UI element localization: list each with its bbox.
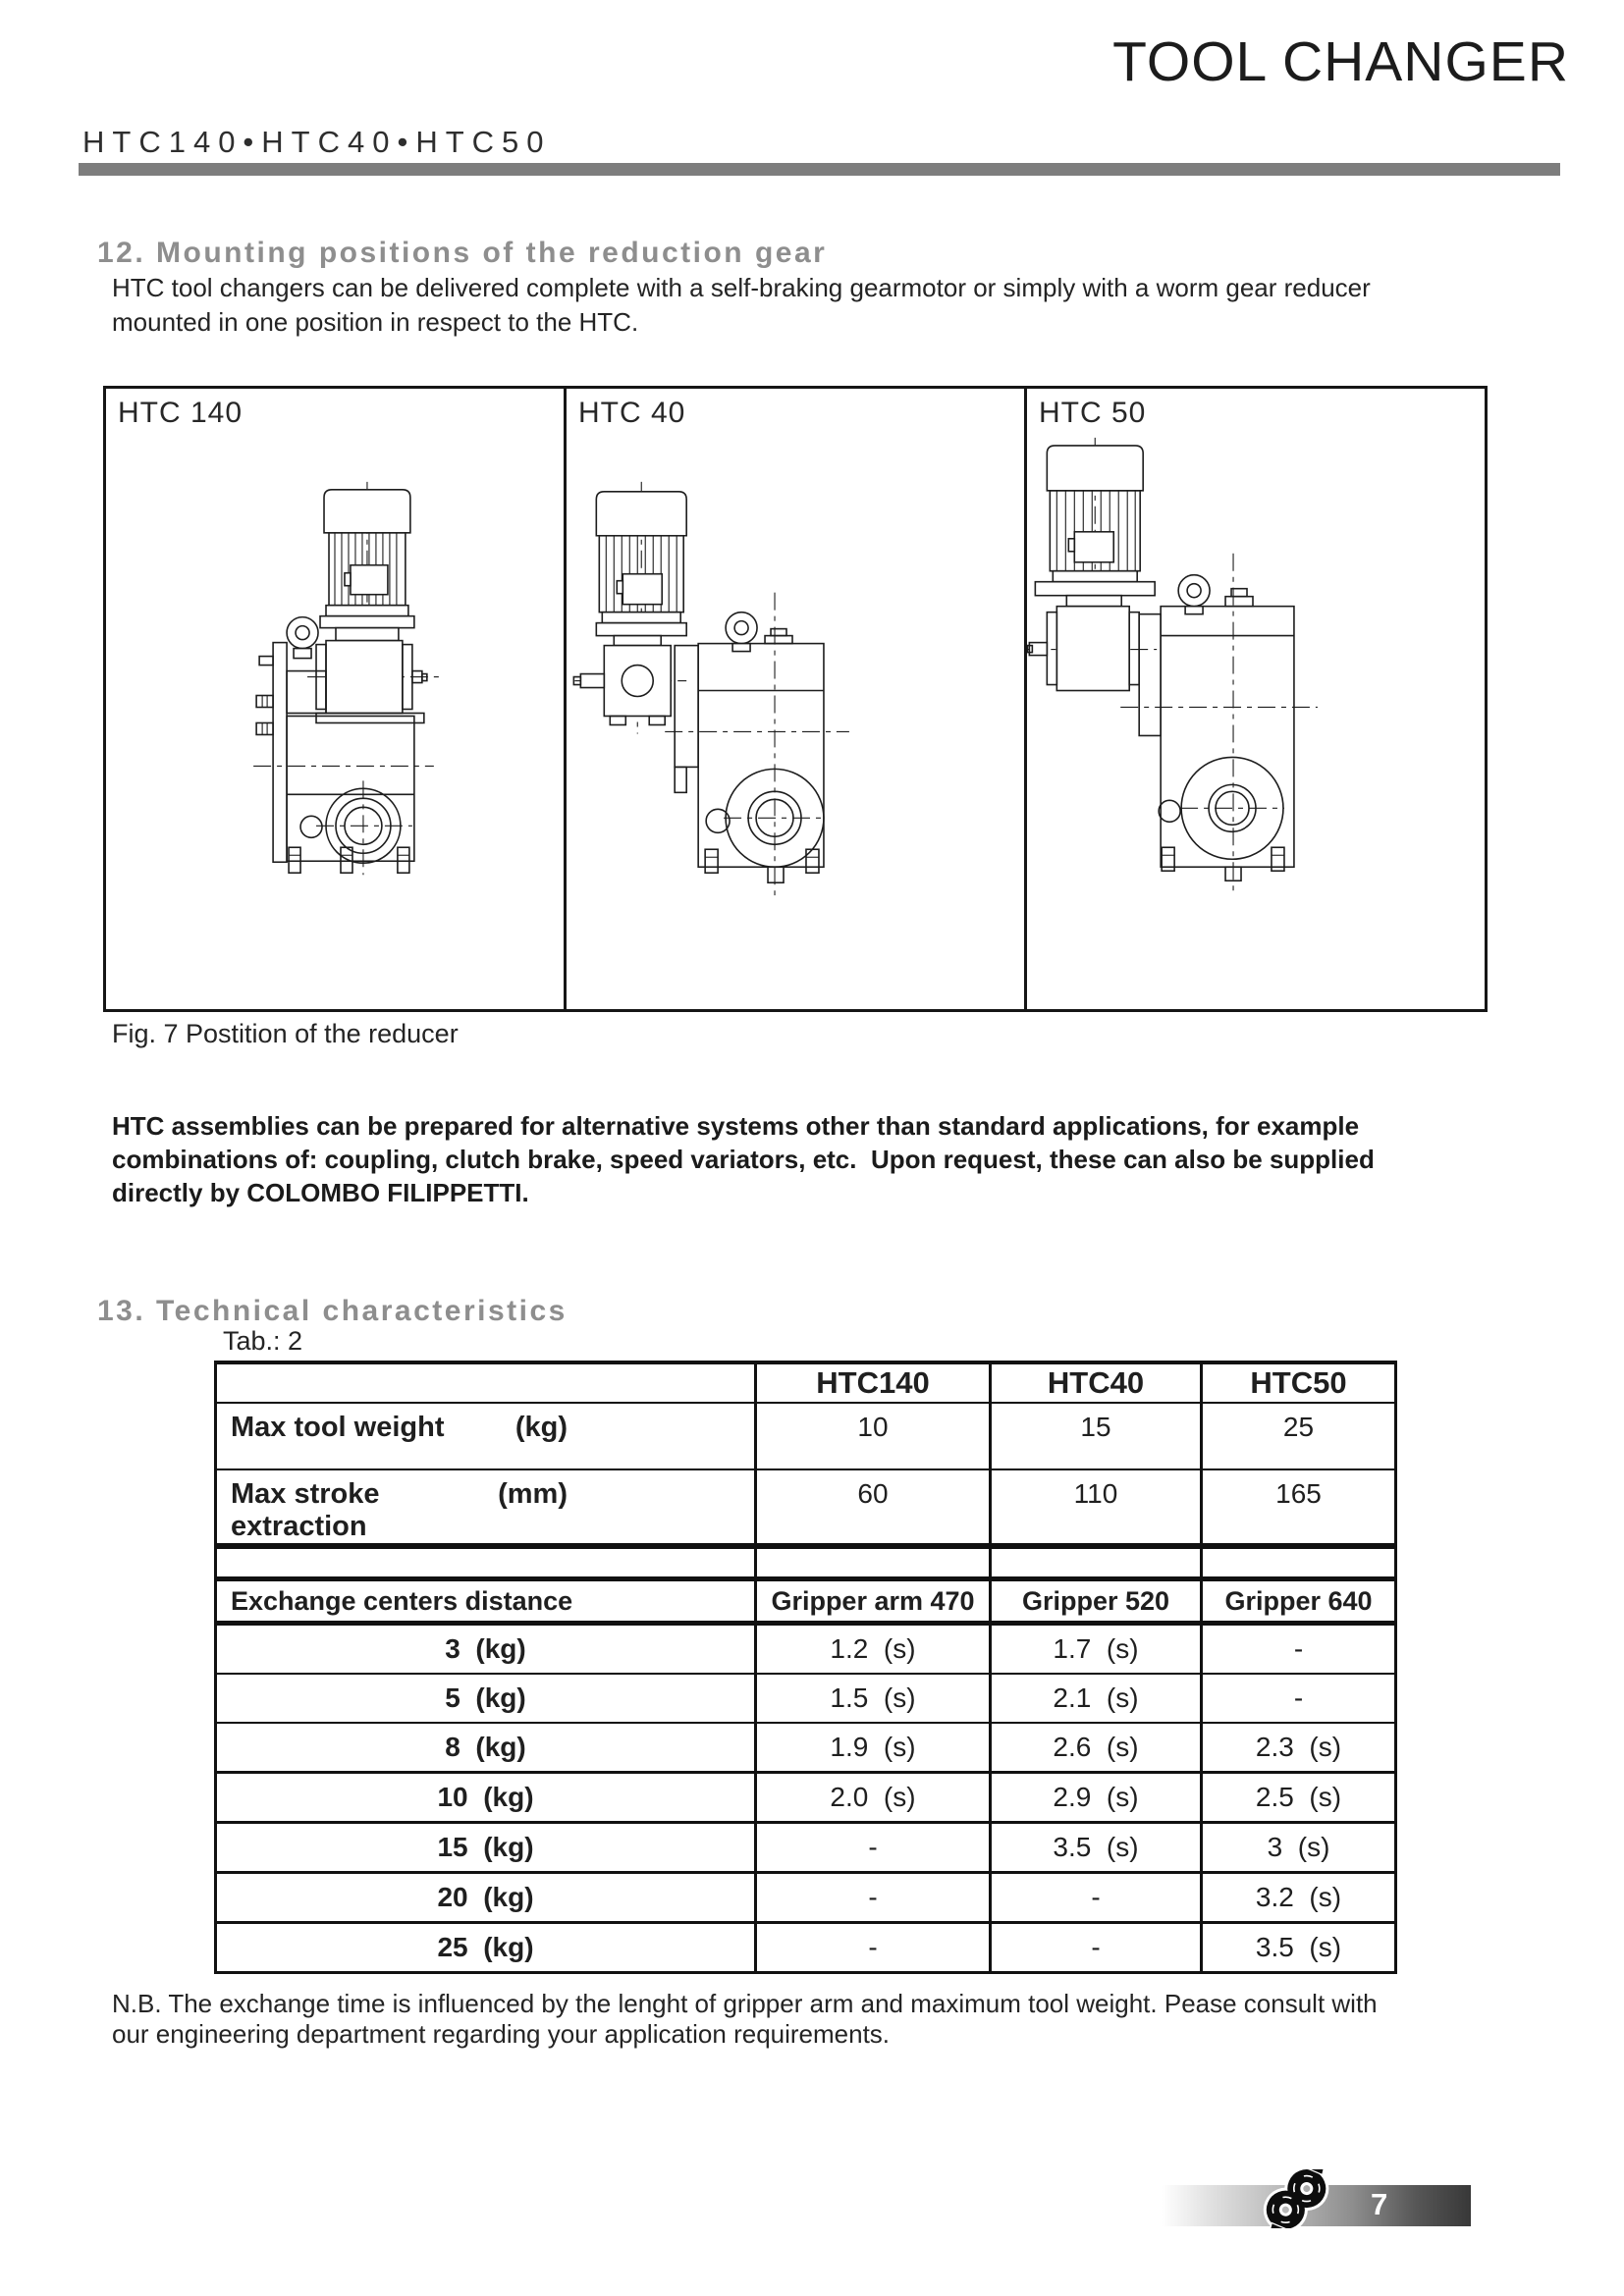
table-cell: 2.6 (s) bbox=[991, 1723, 1202, 1773]
table-cell bbox=[216, 1362, 756, 1403]
header-rule-bar bbox=[79, 163, 1560, 176]
column-header-htc140: HTC140 bbox=[756, 1362, 991, 1403]
section-12-heading: 12. Mounting positions of the reduction gear bbox=[97, 237, 828, 269]
page-number: 7 bbox=[1371, 2187, 1388, 2221]
table-cell: 3.5 (s) bbox=[991, 1823, 1202, 1873]
table-cell: 25 bbox=[1202, 1403, 1396, 1469]
table-cell bbox=[216, 1579, 756, 1624]
paragraph-line: combinations of: coupling, clutch brake, speed variators, etc. Upon request, these can also be supplied bbox=[112, 1145, 1375, 1174]
table-cell: 10 bbox=[756, 1403, 991, 1469]
figure-panel-htc140 bbox=[106, 389, 564, 1009]
table-cell: 2.0 (s) bbox=[756, 1773, 991, 1823]
row-label: Exchange centers distance bbox=[231, 1585, 573, 1616]
table-cell: 1.7 (s) bbox=[991, 1624, 1202, 1675]
figure-caption: Fig. 7 Postition of the reducer bbox=[112, 1019, 459, 1048]
table-cell bbox=[216, 1469, 756, 1546]
table-cell: - bbox=[756, 1823, 991, 1873]
table-cell: 2.5 (s) bbox=[1202, 1773, 1396, 1823]
panel-label: HTC 140 bbox=[118, 397, 244, 429]
paragraph-line: our engineering department regarding your application requirements. bbox=[112, 2019, 891, 2049]
section-12-paragraph bbox=[112, 271, 1506, 340]
paragraph-line: HTC assemblies can be prepared for alternative systems other than standard applications, for example bbox=[112, 1111, 1360, 1141]
section-13-heading: 13. Technical characteristics bbox=[97, 1295, 568, 1327]
column-header-htc40: HTC40 bbox=[991, 1362, 1202, 1403]
row-label: 20 (kg) bbox=[216, 1873, 756, 1923]
table-cell: 2.3 (s) bbox=[1202, 1723, 1396, 1773]
paragraph-line: N.B. The exchange time is influenced by the lenght of gripper arm and maximum tool weight. Pease consult with bbox=[112, 1989, 1378, 2018]
row-label: 8 (kg) bbox=[216, 1723, 756, 1773]
table-spacer-row bbox=[216, 1546, 1396, 1579]
table-cell: - bbox=[1202, 1674, 1396, 1723]
table-row-3kg bbox=[216, 1624, 1396, 1675]
panel-label: HTC 40 bbox=[578, 397, 686, 429]
table-cell: 1.9 (s) bbox=[756, 1723, 991, 1773]
table-cell bbox=[216, 1403, 756, 1469]
paragraph-line: directly by COLOMBO FILIPPETTI. bbox=[112, 1178, 529, 1207]
row-label: 3 (kg) bbox=[216, 1624, 756, 1675]
table-row-15kg bbox=[216, 1823, 1396, 1873]
document-title: TOOL CHANGER bbox=[1112, 30, 1569, 93]
table-cell: 15 bbox=[991, 1403, 1202, 1469]
table-row-10kg bbox=[216, 1773, 1396, 1823]
model-codes-heading: HTC140•HTC40•HTC50 bbox=[82, 125, 552, 159]
paragraph-line: HTC tool changers can be delivered complete with a self-braking gearmotor or simply with a worm gear reducer bbox=[112, 273, 1371, 302]
row-label: Max tool weight bbox=[231, 1412, 445, 1443]
row-unit: (mm) bbox=[498, 1478, 568, 1510]
figure-panel-htc40 bbox=[564, 389, 1024, 1009]
table-cell bbox=[1202, 1546, 1396, 1579]
table-cell: - bbox=[991, 1873, 1202, 1923]
figure-7-mounting-positions bbox=[103, 386, 1488, 1012]
nb-note-paragraph bbox=[112, 1989, 1506, 2050]
table-cell: 3.5 (s) bbox=[1202, 1923, 1396, 1973]
table-cell: Gripper 520 bbox=[991, 1579, 1202, 1624]
row-label: 5 (kg) bbox=[216, 1674, 756, 1723]
bold-note-paragraph bbox=[112, 1109, 1506, 1209]
row-label: Max stroke extraction bbox=[231, 1478, 380, 1542]
table-cell: 2.1 (s) bbox=[991, 1674, 1202, 1723]
table-cell: Gripper arm 470 bbox=[756, 1579, 991, 1624]
colombo-filippetti-knot-logo-icon bbox=[1245, 2169, 1349, 2228]
table-cell: 2.9 (s) bbox=[991, 1773, 1202, 1823]
technical-characteristics-table bbox=[214, 1361, 1397, 1974]
table-row-exchange-centers-distance bbox=[216, 1579, 1396, 1624]
table-cell: - bbox=[756, 1923, 991, 1973]
table-cell: 3 (s) bbox=[1202, 1823, 1396, 1873]
table-cell: - bbox=[1202, 1624, 1396, 1675]
table-row-20kg bbox=[216, 1873, 1396, 1923]
table-label: Tab.: 2 bbox=[223, 1326, 303, 1356]
table-cell: - bbox=[991, 1923, 1202, 1973]
htc140-technical-drawing bbox=[106, 389, 564, 1009]
table-cell: 3.2 (s) bbox=[1202, 1873, 1396, 1923]
row-unit: (kg) bbox=[514, 1412, 568, 1443]
table-row-5kg bbox=[216, 1674, 1396, 1723]
column-header-htc50: HTC50 bbox=[1202, 1362, 1396, 1403]
row-label: 25 (kg) bbox=[216, 1923, 756, 1973]
table-row-25kg bbox=[216, 1923, 1396, 1973]
table-row-8kg bbox=[216, 1723, 1396, 1773]
panel-label: HTC 50 bbox=[1039, 397, 1147, 429]
row-label: 15 (kg) bbox=[216, 1823, 756, 1873]
htc40-technical-drawing bbox=[567, 389, 1024, 1009]
table-cell: Gripper 640 bbox=[1202, 1579, 1396, 1624]
paragraph-line: mounted in one position in respect to the HTC. bbox=[112, 307, 639, 337]
table-cell: 1.5 (s) bbox=[756, 1674, 991, 1723]
table-cell: 165 bbox=[1202, 1469, 1396, 1546]
table-cell bbox=[991, 1546, 1202, 1579]
table-cell: - bbox=[756, 1873, 991, 1923]
table-cell: 1.2 (s) bbox=[756, 1624, 991, 1675]
table-row-max-tool-weight bbox=[216, 1403, 1396, 1469]
table-cell: 110 bbox=[991, 1469, 1202, 1546]
table-cell bbox=[216, 1546, 756, 1579]
htc50-technical-drawing bbox=[1027, 389, 1485, 1009]
row-label: 10 (kg) bbox=[216, 1773, 756, 1823]
table-cell bbox=[756, 1546, 991, 1579]
table-row-max-stroke-extraction bbox=[216, 1469, 1396, 1546]
table-cell: 60 bbox=[756, 1469, 991, 1546]
table-header-row bbox=[216, 1362, 1396, 1403]
figure-panel-htc50 bbox=[1024, 389, 1485, 1009]
